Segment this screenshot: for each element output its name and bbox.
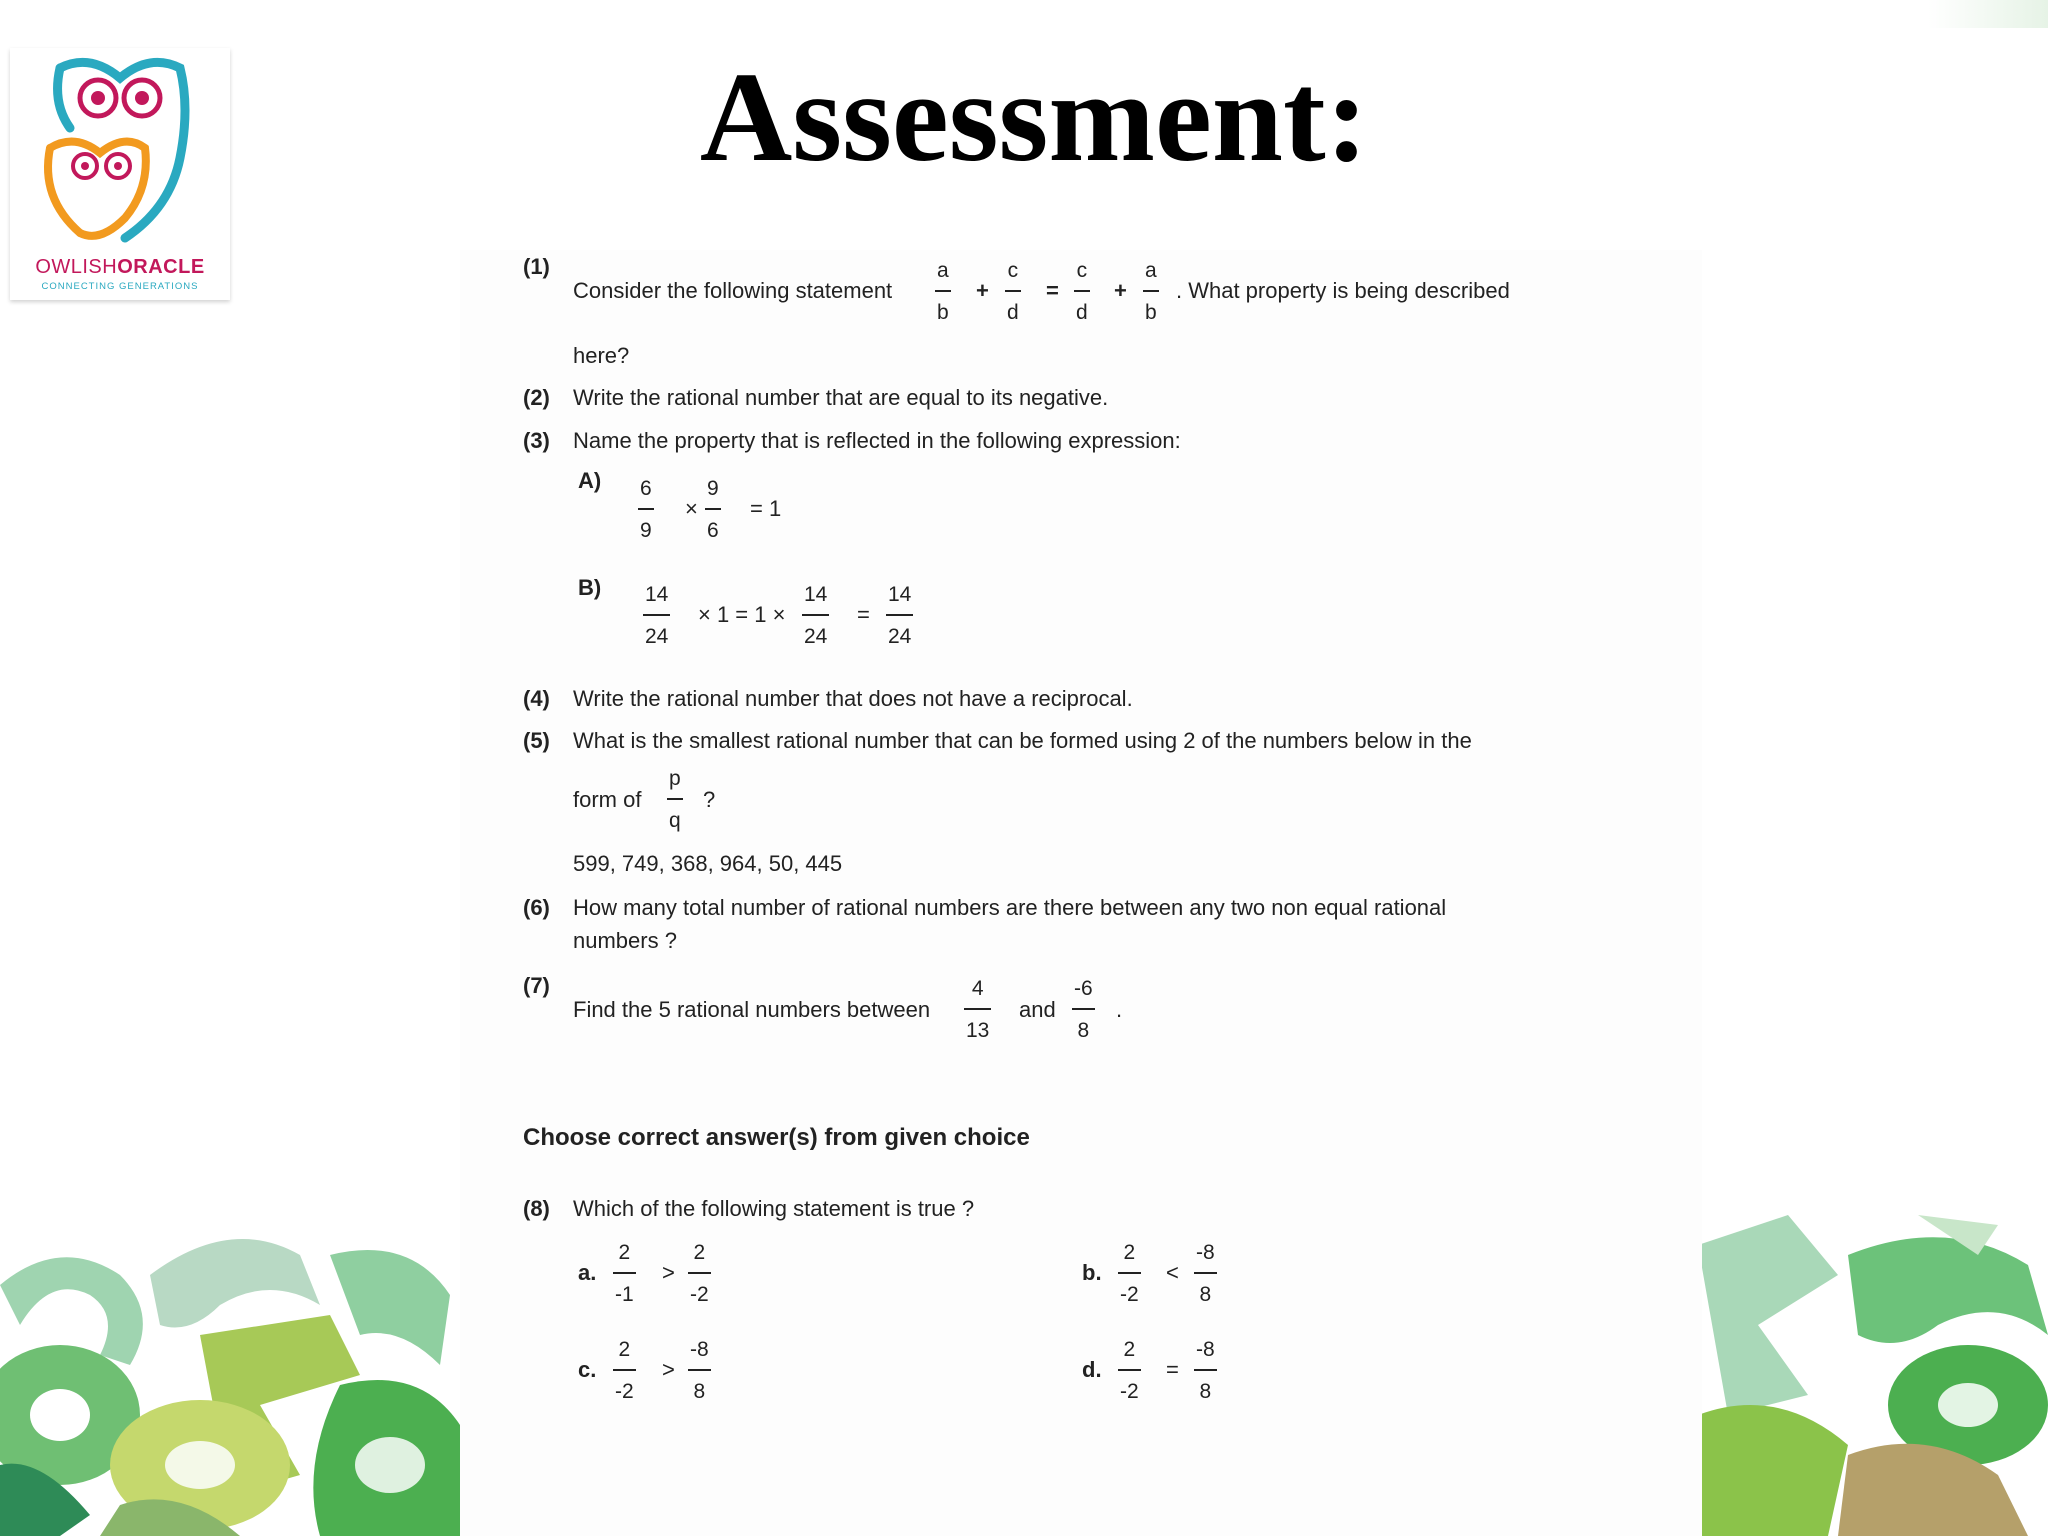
q1-fraction-3: c d bbox=[1076, 259, 1088, 324]
question-8-text: Which of the following statement is true ? bbox=[573, 1196, 975, 1221]
q8-option-b-fraction-1: 2 -2 bbox=[1120, 1241, 1139, 1306]
slide-title: Assessment: bbox=[699, 46, 1369, 188]
q8-option-b-fraction-2: -8 8 bbox=[1196, 1241, 1215, 1306]
q3a-equals-one: = 1 bbox=[750, 496, 782, 521]
q8-option-b-operator: < bbox=[1166, 1260, 1179, 1285]
q1-operator-plus-2: + bbox=[1114, 278, 1127, 303]
q3a-fraction-1: 6 9 bbox=[640, 477, 652, 542]
question-1-text: Consider the following statement bbox=[573, 278, 893, 303]
q8-option-d-fraction-2: -8 8 bbox=[1196, 1338, 1215, 1403]
question-1-text-end: here? bbox=[573, 343, 630, 368]
q8-option-b-label: b. bbox=[1082, 1260, 1102, 1285]
q5-fraction-p-q: p q bbox=[669, 767, 681, 832]
question-2-number: (2) bbox=[523, 385, 550, 410]
q8-option-d-label: d. bbox=[1082, 1357, 1102, 1382]
q8-option-c-fraction-1: 2 -2 bbox=[615, 1338, 634, 1403]
q1-operator-equals: = bbox=[1046, 278, 1059, 303]
foam-numbers-decoration-right bbox=[1698, 1215, 2048, 1536]
section-heading: Choose correct answer(s) from given choice bbox=[523, 1124, 1030, 1151]
q3-part-b-label: B) bbox=[578, 575, 602, 600]
q7-and-text: and bbox=[1019, 997, 1056, 1022]
q8-option-c-label: c. bbox=[578, 1357, 597, 1382]
q1-fraction-2: c d bbox=[1007, 259, 1019, 324]
q7-period: . bbox=[1116, 997, 1123, 1022]
q7-fraction-2: -6 8 bbox=[1074, 977, 1093, 1042]
logo-wordmark: OWLISHORACLE bbox=[35, 256, 205, 278]
foam-numbers-decoration-left bbox=[0, 1215, 460, 1536]
q3b-middle-expression: × 1 = 1 × bbox=[698, 602, 786, 627]
q8-option-a-label: a. bbox=[578, 1260, 597, 1285]
q8-option-c-operator: > bbox=[662, 1357, 675, 1382]
question-7-text: Find the 5 rational numbers between bbox=[573, 997, 931, 1022]
q5-number-list: 599, 749, 368, 964, 50, 445 bbox=[573, 851, 843, 876]
q3-part-a-label: A) bbox=[578, 468, 602, 493]
question-5-text: What is the smallest rational number that can be formed using 2 of the numbers below in the bbox=[573, 728, 1472, 753]
q5-question-mark: ? bbox=[703, 787, 716, 812]
top-corner-decoration bbox=[1928, 0, 2048, 28]
question-4-text: Write the rational number that does not have a reciprocal. bbox=[573, 686, 1133, 711]
question-6-text-line-1: How many total number of rational numbers are there between any two non equal rational bbox=[573, 895, 1447, 920]
q3b-operator-equals: = bbox=[857, 602, 870, 627]
question-1-text-cont: . What property is being described bbox=[1176, 278, 1510, 303]
question-8-number: (8) bbox=[523, 1196, 550, 1221]
logo-tagline: CONNECTING GENERATIONS bbox=[41, 281, 199, 292]
q8-option-c-fraction-2: -8 8 bbox=[690, 1338, 709, 1403]
question-1-number: (1) bbox=[523, 254, 550, 279]
q8-option-d-operator: = bbox=[1166, 1357, 1179, 1382]
q7-fraction-1: 4 13 bbox=[966, 977, 990, 1042]
q1-operator-plus: + bbox=[976, 278, 989, 303]
q3b-fraction-3: 14 24 bbox=[888, 583, 912, 648]
question-5-number: (5) bbox=[523, 728, 550, 753]
q1-fraction-1: a b bbox=[937, 259, 949, 324]
question-3-number: (3) bbox=[523, 428, 550, 453]
q8-option-a-fraction-1: 2 -1 bbox=[615, 1241, 634, 1306]
q1-fraction-4: a b bbox=[1145, 259, 1157, 324]
question-3-text: Name the property that is reflected in the following expression: bbox=[573, 428, 1181, 453]
question-7-number: (7) bbox=[523, 973, 550, 998]
assessment-document bbox=[460, 250, 1702, 1536]
question-6-text-line-2: numbers ? bbox=[573, 928, 677, 953]
q3b-fraction-2: 14 24 bbox=[804, 583, 828, 648]
q3b-fraction-1: 14 24 bbox=[645, 583, 669, 648]
q3a-operator-times: × bbox=[685, 496, 698, 521]
q5-form-of-text: form of bbox=[573, 787, 642, 812]
q8-option-d-fraction-1: 2 -2 bbox=[1120, 1338, 1139, 1403]
q3a-fraction-2: 9 6 bbox=[707, 477, 719, 542]
question-4-number: (4) bbox=[523, 686, 550, 711]
q8-option-a-operator: > bbox=[662, 1260, 675, 1285]
question-6-number: (6) bbox=[523, 895, 550, 920]
q8-option-a-fraction-2: 2 -2 bbox=[690, 1241, 709, 1306]
question-2-text: Write the rational number that are equal to its negative. bbox=[573, 385, 1109, 410]
